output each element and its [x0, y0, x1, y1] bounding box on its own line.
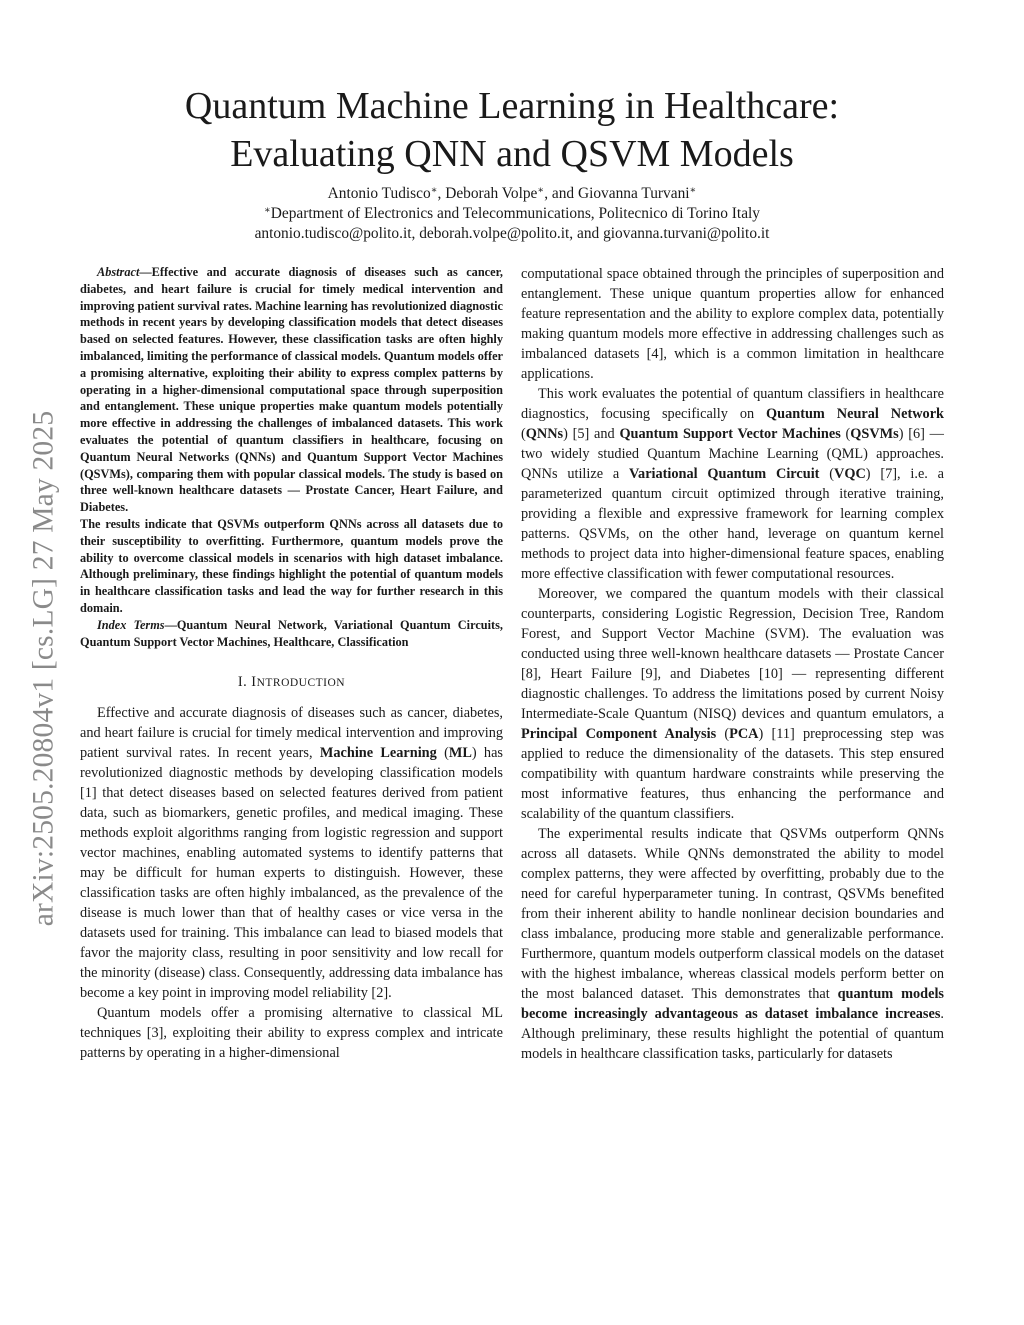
- right-paragraph-3: [521, 584, 944, 824]
- affiliation-mark: ∗: [689, 185, 697, 196]
- index-terms-label: Index Terms: [97, 617, 165, 632]
- author-1: Antonio Tudisco: [327, 185, 431, 202]
- abstract-paragraph-2: The results indicate that QSVMs outperform QNNs across all datasets due to their susceptibility to overfitting. Furthermore, quantum models prove the ability to overcome classical models in scenarios with high dataset imbalance. Although preliminary, these findings highlight the potential of quantum models in healthcare classification tasks and lead the way for further research in this domain.: [80, 516, 503, 615]
- abstract-text-1: Effective and accurate diagnosis of diseases such as cancer, diabetes, and heart failure is crucial for timely medical intervention and improving patient survival rates. Machine learning has revolutionized diagnostic methods in recent years by developing classification models that detect diseases based on selected features. However, these classification tasks are often highly imbalanced, limiting the performance of classical models. Quantum models offer a promising alternative, exploiting their ability to express complex patterns by operating in a higher-dimensional computational space through superposition and entanglement. These unique properties make quantum models potentially more effective in addressing the challenges of imbalanced datasets. This work evaluates the potential of quantum classifiers in healthcare, focusing on Quantum Neural Networks (QNNs) and Quantum Support Vector Machines (QSVMs), comparing them with popular classical models. The study is based on three well-known healthcare datasets — Prostate Cancer, Heart Failure, and Diabetes.: [80, 265, 503, 515]
- author-names: [100, 184, 924, 204]
- intro-paragraph-2: Quantum models offer a promising alternative to classical ML techniques [3], exploiting their ability to express complex and intricate patterns by operating in a higher-dimensional: [80, 1005, 503, 1062]
- paren-open: (: [819, 466, 835, 482]
- term-qsvm-abbr: QSVMs: [850, 426, 899, 442]
- intro-text: ) has revolutionized diagnostic methods by developing classification models [1] that detect diseases based on selected features derived from patient data, such as biomarkers, genetic profiles, and medical imaging. These methods exploit algorithms ranging from logistic regression and support vector machines, enabling automated systems to identify patterns that may be difficult for human experts to distinguish. However, these classification tasks are often highly imbalanced, as the prevalence of the disease is much lower than that of healthy cases or vice versa in the datasets used for training. This imbalance can lead to biased models that favor the majority class, resulting in poor sensitivity and low recall for the minority (disease) class. Consequently, addressing data imbalance has become a key point in improving model reliability [2].: [80, 745, 503, 1002]
- affiliation-mark: ∗: [430, 185, 438, 196]
- right-column: [521, 264, 944, 1064]
- body-text: Moreover, we compared the quantum models with their classical counterparts, considering Logistic Regression, Decision Tree, Random Forest, and Support Vector Machine (SVM). The evaluation was conducted using three well-known healthcare datasets — Prostate Cancer [8], Heart Failure [9], and Diabetes [10] — representing different diagnostic challenges. To address the limitations posed by current Noisy Intermediate-Scale Quantum (NISQ) devices and quantum emulators, a: [521, 586, 944, 722]
- term-vqc-abbr: VQC: [834, 466, 866, 482]
- term-pca: Principal Component Analysis: [521, 726, 717, 742]
- left-column: [80, 264, 503, 1063]
- author-block: [100, 184, 924, 244]
- body-text: ) [11] preprocessing step was applied to reduce the dimensionality of the datasets. This step ensured compatibility with quantum hardware constraints while preserving the most informative features, thus enhancing the performance and scalability of the quantum classifiers.: [521, 726, 945, 822]
- right-paragraph-4: [521, 824, 944, 1064]
- section-initial: I: [251, 674, 257, 691]
- abstract-label: Abstract: [97, 265, 140, 279]
- body-text: ) [6] — two widely studied Quantum Machine Learning (QML) approaches. QNNs utilize a: [521, 426, 944, 482]
- term-ml-abbr: ML: [448, 745, 472, 762]
- affiliation-text: Department of Electronics and Telecommunications, Politecnico di Torino Italy: [270, 205, 760, 222]
- key-finding-emphasis: quantum models become increasingly advantageous as dataset imbalance increases: [521, 986, 944, 1022]
- paren-open: (: [521, 426, 526, 442]
- author-3: Giovanna Turvani: [577, 185, 690, 202]
- paren-open: (: [840, 426, 851, 442]
- section-numeral: I.: [237, 674, 252, 691]
- title-line-2: Evaluating QNN and QSVM Models: [230, 133, 794, 175]
- paper-title: [100, 82, 924, 178]
- index-terms-text: Quantum Neural Network, Variational Quantum Circuits, Quantum Support Vector Machines, Healthcare, Classification: [80, 617, 503, 649]
- body-text: ) [7], i.e. a parameterized quantum circuit optimized through iterative training, providing a flexible and expressive framework for learning complex patterns. QSVMs, on the other hand, leverage on quantum kernel methods to project data into higher-dimensional feature spaces, enabling more effective classification with fewer computational resources.: [521, 466, 945, 582]
- term-qnn-abbr: QNNs: [525, 426, 564, 442]
- author-emails[interactable]: antonio.tudisco@polito.it, deborah.volpe@polito.it, and giovanna.turvani@polito.it: [254, 225, 770, 242]
- section-heading-introduction: [80, 672, 503, 693]
- author-separator: , and: [544, 185, 578, 202]
- affiliation: [100, 204, 924, 224]
- body-text: . Although preliminary, these results highlight the potential of quantum models in healthcare classification tasks, particularly for datasets: [521, 1006, 944, 1062]
- term-pca-abbr: PCA: [729, 726, 759, 742]
- intro-text: Effective and accurate diagnosis of diseases such as cancer, diabetes, and heart failure is crucial for timely medical intervention and improving patient survival rates. In recent years,: [80, 705, 503, 762]
- body-text: This work evaluates the potential of quantum classifiers in healthcare diagnostics, focusing specifically on: [521, 386, 944, 422]
- body-text: ) [5] and: [563, 426, 620, 442]
- term-machine-learning: Machine Learning: [319, 745, 437, 762]
- abstract: [80, 264, 503, 650]
- abstract-paragraph-1: [80, 264, 503, 516]
- right-paragraph-2: [521, 384, 944, 584]
- term-vqc: Variational Quantum Circuit: [629, 466, 820, 482]
- intro-paragraph-1: [80, 703, 503, 1003]
- index-terms: [80, 617, 503, 651]
- term-qsvm: Quantum Support Vector Machines: [619, 426, 841, 442]
- affiliation-mark: ∗: [263, 205, 271, 216]
- affiliation-mark: ∗: [537, 185, 545, 196]
- arxiv-sidebar-stamp: [16, 368, 72, 968]
- paren-open: (: [716, 726, 730, 742]
- body-text: The experimental results indicate that QSVMs outperform QNNs across all datasets. While QNNs demonstrated the ability to model complex patterns, they were affected by overfitting, probably due to the need for careful hyperparameter tuning. In contrast, QSVMs benefited from their inherent ability to handle nonlinear decision boundaries and class imbalance, producing more stable and generalizable performance. Furthermore, quantum models outperform classical models on the dataset with the highest imbalance, whereas classical models perform better on the most balanced dataset. This demonstrates that: [521, 826, 944, 1002]
- author-2: Deborah Volpe: [445, 185, 538, 202]
- arxiv-identifier[interactable]: arXiv:2505.20804v1 [cs.LG] 27 May 2025: [27, 410, 60, 926]
- title-line-1: Quantum Machine Learning in Healthcare:: [184, 85, 840, 127]
- author-separator: ,: [437, 185, 446, 202]
- abstract-dash: —: [139, 265, 152, 279]
- index-terms-dash: —: [164, 617, 177, 632]
- term-qnn: Quantum Neural Network: [766, 406, 944, 422]
- paren-open: (: [436, 745, 449, 762]
- introduction-body-left: [80, 703, 503, 1063]
- right-paragraph-1: computational space obtained through the principles of superposition and entanglement. These unique quantum properties allow for enhanced feature representation and the ability to explore complex data, potentially making quantum models more effective in addressing challenges such as imbalanced datasets [4], which is a common limitation in healthcare applications.: [521, 266, 944, 382]
- section-title-rest: NTRODUCTION: [256, 677, 346, 690]
